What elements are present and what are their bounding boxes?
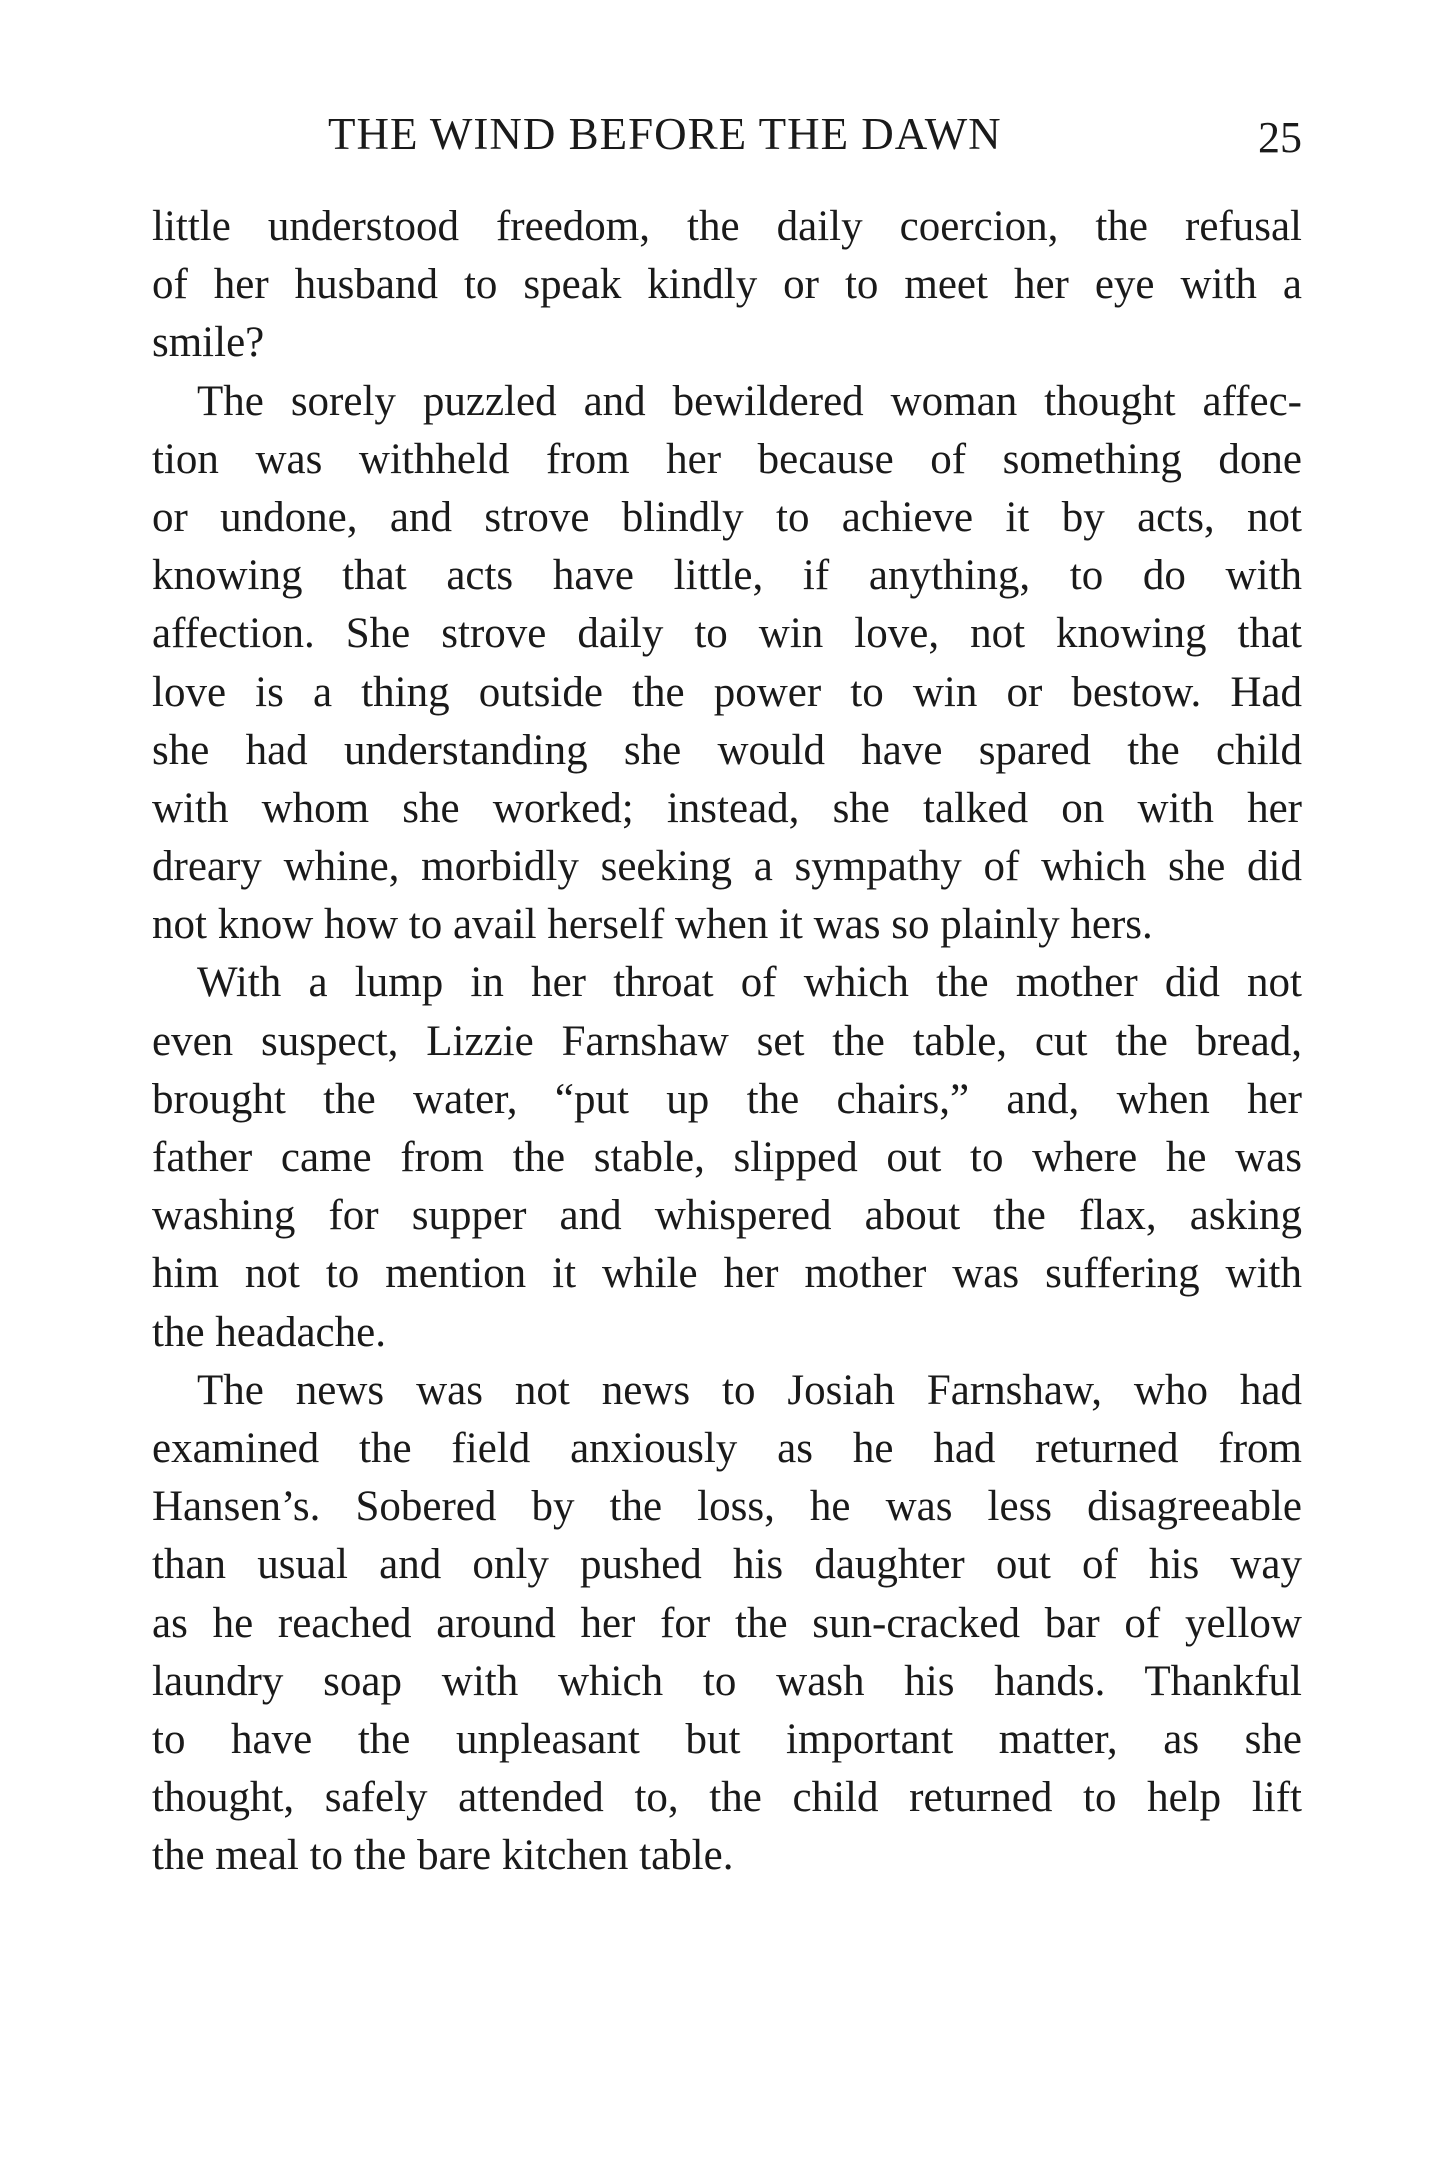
text-line: with whom she worked; instead, she talked on with her xyxy=(152,784,1302,832)
text-line: the meal to the bare kitchen table. xyxy=(152,1832,734,1880)
body-text xyxy=(152,198,1302,1885)
text-line: smile? xyxy=(152,319,265,367)
paragraph-3 xyxy=(152,954,1302,1361)
text-line: love is a thing outside the power to win or bestow. Had xyxy=(152,668,1302,716)
text-line: him not to mention it while her mother was suffering with xyxy=(152,1250,1302,1298)
running-title: THE WIND BEFORE THE DAWN xyxy=(328,109,1002,159)
text-line: to have the unpleasant but important matter, as she xyxy=(152,1715,1302,1763)
text-line: as he reached around her for the sun-cracked bar of yellow xyxy=(152,1599,1302,1647)
paragraph-4 xyxy=(152,1362,1302,1886)
text-line: With a lump in her throat of which the mother did not xyxy=(197,959,1302,1007)
paragraph-2 xyxy=(152,373,1302,955)
paragraph-1 xyxy=(152,198,1302,373)
text-line: father came from the stable, slipped out to where he was xyxy=(152,1134,1302,1181)
text-line: The news was not news to Josiah Farnshaw, who had xyxy=(197,1366,1302,1414)
text-line: laundry soap with which to wash his hands. Thankful xyxy=(152,1657,1302,1705)
text-line: affection. She strove daily to win love, not knowing that xyxy=(152,610,1302,658)
text-line: knowing that acts have little, if anything, to do with xyxy=(152,552,1302,600)
text-line: tion was withheld from her because of something done xyxy=(152,435,1302,483)
text-line: brought the water, “put up the chairs,” and, when her xyxy=(152,1075,1302,1123)
text-line: than usual and only pushed his daughter out of his way xyxy=(152,1541,1302,1589)
text-line: The sorely puzzled and bewildered woman thought affec- xyxy=(197,377,1302,425)
text-line: or undone, and strove blindly to achieve it by acts, not xyxy=(152,493,1302,541)
text-line: dreary whine, morbidly seeking a sympathy of which she did xyxy=(152,843,1302,891)
text-line: of her husband to speak kindly or to meet her eye with a xyxy=(152,261,1302,309)
text-line: not know how to avail herself when it was so plainly hers. xyxy=(152,901,1153,949)
running-head xyxy=(152,108,1302,168)
text-line: even suspect, Lizzie Farnshaw set the table, cut the bread, xyxy=(152,1017,1302,1065)
text-line: she had understanding she would have spared the child xyxy=(152,726,1302,774)
text-line: examined the field anxiously as he had returned from xyxy=(152,1424,1302,1472)
text-line: the headache. xyxy=(152,1308,386,1356)
text-line: Hansen’s. Sobered by the loss, he was less disagreeable xyxy=(152,1483,1302,1531)
text-line: little understood freedom, the daily coercion, the refusal xyxy=(152,203,1302,250)
text-line: washing for supper and whispered about the flax, asking xyxy=(152,1192,1302,1240)
page-number: 25 xyxy=(1258,113,1302,162)
text-line: thought, safely attended to, the child returned to help lift xyxy=(152,1774,1302,1822)
